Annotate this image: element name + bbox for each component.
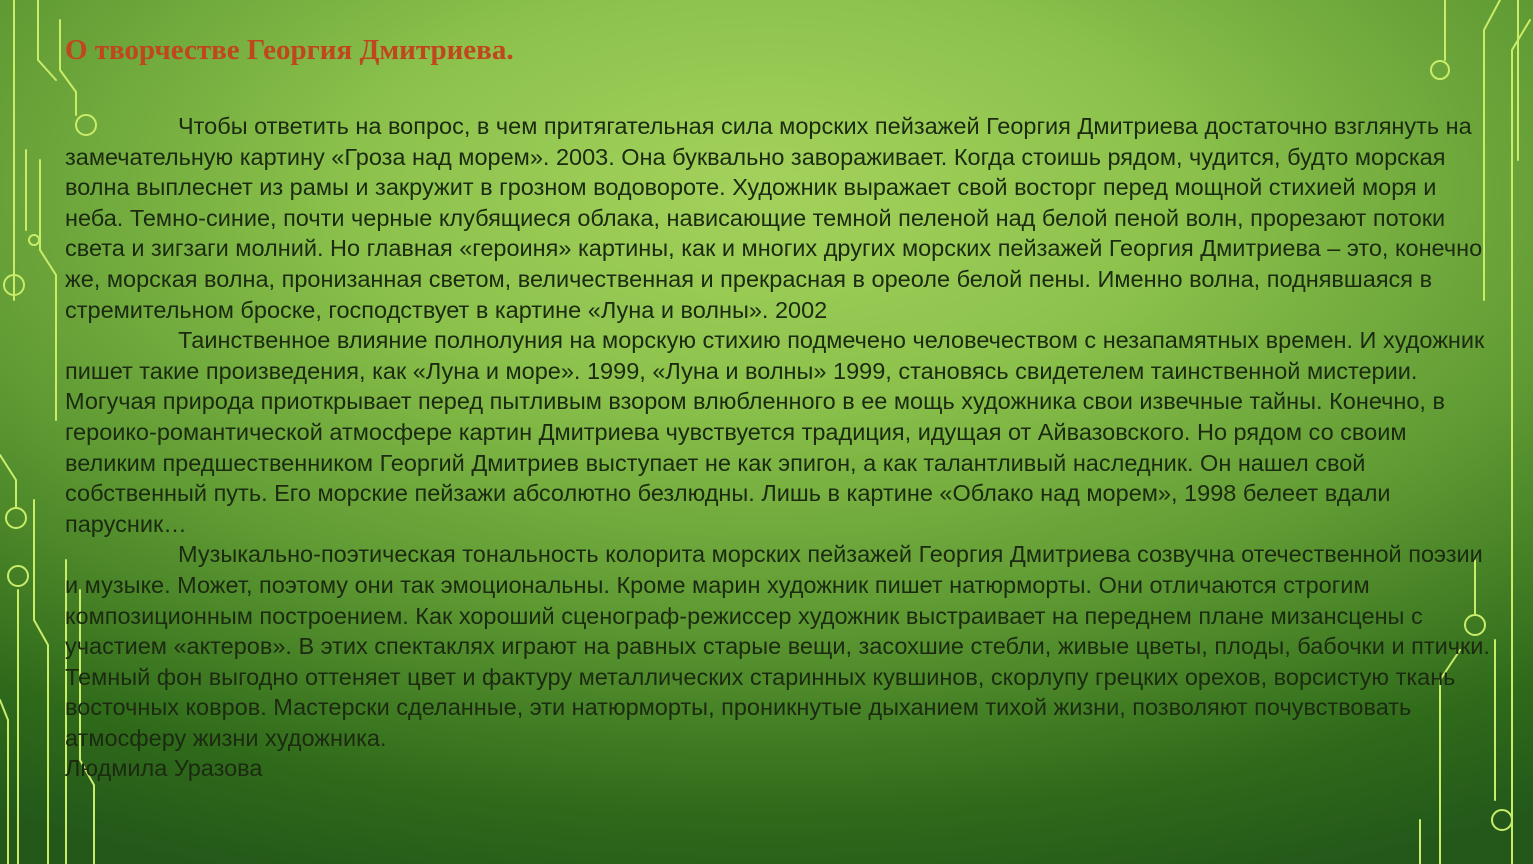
circuit-trace-left-5 [40,160,56,420]
circuit-node-left-5 [8,566,28,586]
paragraph-still-life: Музыкально-поэтическая тональность колорита морских пейзажей Георгия Дмитриева созвучна отечественной поэзии и музыке. Может, поэтому они так эмоциональны. Кроме марин художник пишет натюрморты. Они отличаются строгим композиционным построением. Как хороший сценограф-режиссер художник выстраивает на переднем плане мизансцены с участием «актеров». В этих спектаклях играют на равных старые вещи, засохшие стебли, живые цветы, плоды, бабочки и птички. Темный фон выгодно оттеняет цвет и фактуру металлических старинных кувшинов, скорлупу грецких орехов, ворсистую ткань восточных ковров. Мастерски сделанные, эти натюрморты, проникнутые дыханием тихой жизни, позволяют почувствовать атмосферу жизни художника. [65,541,1490,751]
circuit-trace-right-4 [1512,20,1530,864]
paragraph-full-moon: Таинственное влияние полнолуния на морскую стихию подмечено человечеством с незапамятных времен. И художник пишет такие произведения, как «Луна и море». 1999, «Луна и волны» 1999, становясь свидетелем таинственной мистерии. Могучая природа приоткрывает перед пытливым взором влюбленного в ее мощь художника свои извечные тайны. Конечно, в героико-романтической атмосфере картин Дмитриева чувствуется традиция, идущая от Айвазовского. Но рядом со своим великим предшественником Георгий Дмитриев выступает не как эпигон, а как талантливый наследник. Он нашел свой собственный путь. Его морские пейзажи абсолютно безлюдны. Лишь в картине «Облако над морем», 1998 белеет вдали парусник… [65,327,1485,537]
circuit-trace-left-7 [34,500,48,864]
circuit-trace-left-2 [38,0,56,80]
slide-title: О творчестве Георгия Дмитриева. [65,34,514,66]
circuit-node-right-1 [1431,61,1449,79]
circuit-node-left-4 [6,508,26,528]
circuit-trace-left-6 [0,455,16,508]
author-signature: Людмила Уразова [65,755,263,782]
circuit-node-left-2 [29,235,39,245]
article-body [65,111,1490,784]
paragraph-seascapes: Чтобы ответить на вопрос, в чем притягательная сила морских пейзажей Георгия Дмитриева достаточно взглянуть на замечательную картину «Гроза над морем». 2003. Она буквально завораживает. Когда стоишь рядом, чудится, будто морская волна выплеснет из рамы и закружит в грозном водовороте. Художник выражает свой восторг перед мощной стихией моря и неба. Темно-синие, почти черные клубящиеся облака, нависающие темной пеленой над белой пеной волн, прорезают потоки света и зигзаги молний. Но главная «героиня» картины, как и многих других морских пейзажей Георгия Дмитриева – это, конечно же, морская волна, пронизанная светом, величественная и прекрасная в ореоле белой пены. Именно волна, поднявшаяся в стремительном броске, господствует в картине «Луна и волны». 2002 [65,113,1483,323]
circuit-trace-left-11 [0,700,8,864]
circuit-node-right-3 [1492,810,1512,830]
